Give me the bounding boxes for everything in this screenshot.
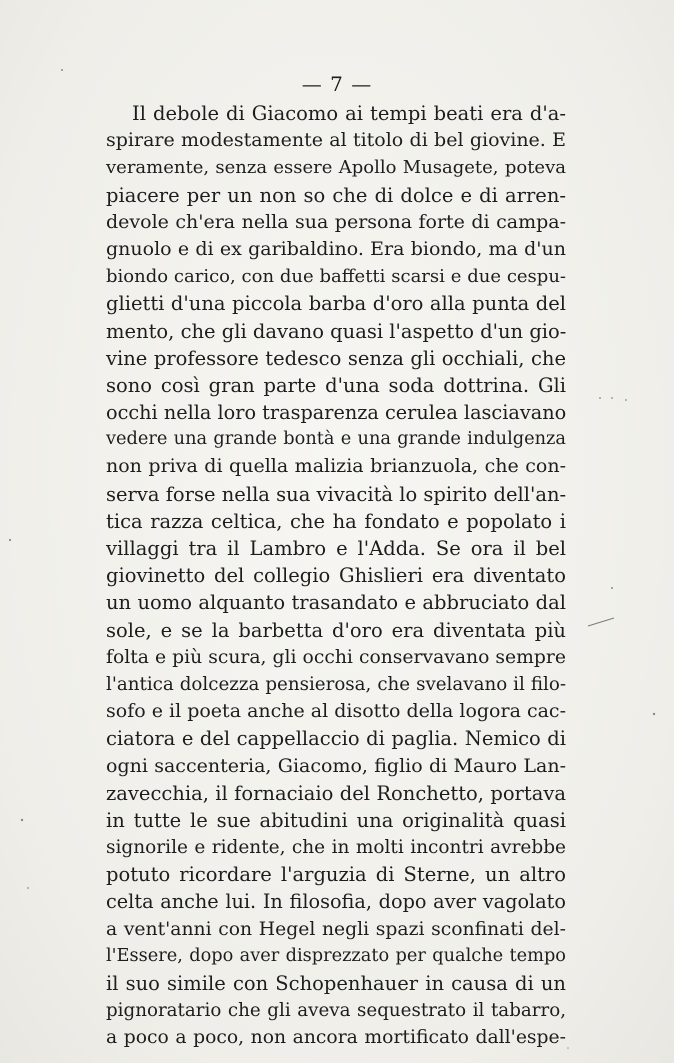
text-line: non priva di quella malizia brianzuola, che con- [106,455,566,478]
text-line: occhi nella loro trasparenza cerulea lasciavano [106,401,567,425]
body-paragraph [106,100,566,1052]
page-number: — 7 — [301,72,373,96]
text-line: ciatora e del cappellaccio di paglia. Nemico di [106,727,566,751]
text-line: potuto ricordare l'arguzia di Sterne, un altro [106,863,566,887]
text-line: il suo simile con Schopenhauer in causa di un [106,972,566,995]
text-line: sole, e se la barbetta d'oro era diventata più [106,618,566,642]
text-line: gnuolo e di ex garibaldino. Era biondo, ma d'un [106,237,566,260]
text-line: in tutte le sue abitudini una originalità quasi [106,808,566,832]
text-line: Il debole di Giacomo ai tempi beati era d'a- [132,102,566,125]
text-line: veramente, senza essere Apollo Musagete, poteva [106,157,566,179]
text-line: l'Essere, dopo aver disprezzato per qualche tempo [106,945,566,966]
text-line: piacere per un non so che di dolce e di arren- [106,183,566,207]
text-line: pignoratario che gli aveva sequestrato il tabarro, [106,1000,566,1022]
text-line: sofo e il poeta anche al disotto della logora cac- [106,700,566,723]
text-line: glietti d'una piccola barba d'oro alla punta del [106,292,566,316]
text-line: signorile e ridente, che in molti incontri avrebbe [106,837,566,859]
text-line: tica razza celtica, che ha fondato e popolato i [106,509,566,533]
text-line: vine professore tedesco senza gli occhiali, che [106,346,566,370]
text-line: l'antica dolcezza pensierosa, che svelavano il filo- [106,673,566,695]
text-line: villaggi tra il Lambro e l'Adda. Se ora il bel [106,537,566,560]
text-line: sono così gran parte d'una soda dottrina. Gli [106,373,566,397]
text-line: celta anche lui. In filosofia, dopo aver vagolato [106,890,566,914]
text-line: un uomo alquanto trasandato e abbruciato dal [106,591,566,615]
text-line: vedere una grande bontà e una grande indulgenza [106,429,566,450]
text-line: biondo carico, con due baffetti scarsi e due cespu- [106,266,566,288]
text-line: zavecchia, il fornaciaio del Ronchetto, portava [106,781,566,805]
text-line: giovinetto del collegio Ghislieri era diventato [106,564,566,588]
text-line: spirare modestamente al titolo di bel giovine. E [106,129,566,152]
text-line: folta e più scura, gli occhi conservavano sempre [106,646,566,668]
text-line: devole ch'era nella sua persona forte di campa- [106,210,566,233]
text-line: a poco a poco, non ancora mortificato dall'espe- [106,1027,566,1049]
text-line: ogni saccenteria, Giacomo, figlio di Mauro Lan- [106,754,566,777]
text-line: serva forse nella sua vivacità lo spirito dell'an- [106,482,567,506]
text-line: mento, che gli davano quasi l'aspetto d'un gio- [106,319,567,343]
text-line: a vent'anni con Hegel negli spazi sconfinati del- [106,918,566,940]
